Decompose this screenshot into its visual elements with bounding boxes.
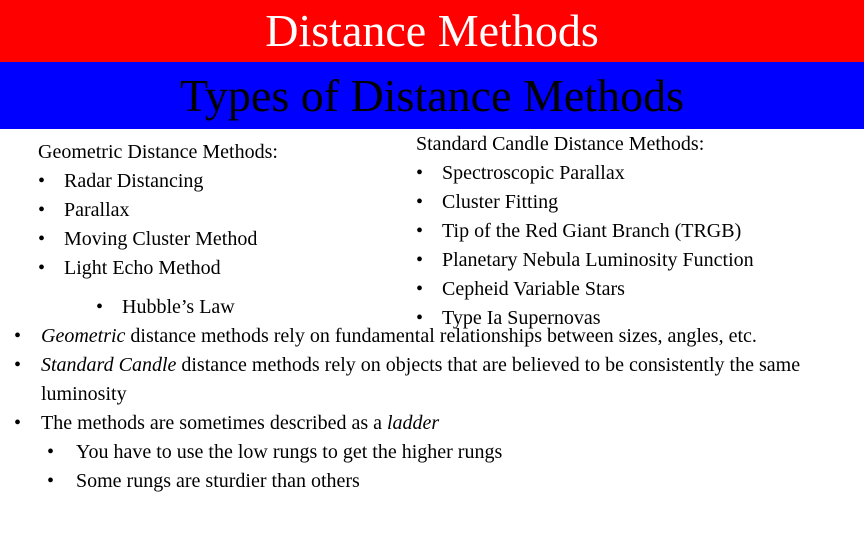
hubble-law-item	[96, 293, 235, 322]
list-item	[38, 225, 278, 254]
bullet-icon: •	[96, 296, 104, 318]
ladder-note	[41, 409, 862, 438]
list-item-label: Planetary Nebula Luminosity Function	[442, 249, 754, 271]
bullet-icon: •	[416, 307, 424, 329]
subtitle-band	[0, 62, 864, 129]
list-item	[14, 409, 862, 438]
title-band	[0, 0, 864, 62]
bullet-icon: •	[38, 228, 46, 250]
list-item	[14, 351, 862, 409]
emphasis-text: ladder	[387, 412, 440, 434]
list-item-label: Light Echo Method	[64, 257, 221, 279]
bullet-icon: •	[38, 257, 46, 279]
sub-list-item	[14, 467, 862, 496]
standard-heading: Standard Candle Distance Methods:	[416, 133, 705, 155]
list-item	[38, 167, 278, 196]
list-item-label: Hubble’s Law	[122, 296, 235, 318]
slide-title: Distance Methods	[265, 5, 599, 56]
bullet-icon: •	[416, 249, 424, 271]
slide-subtitle: Types of Distance Methods	[180, 69, 684, 121]
list-item	[14, 322, 862, 351]
geometric-heading: Geometric Distance Methods:	[38, 141, 278, 163]
bullet-icon: •	[47, 470, 55, 492]
bullet-icon: •	[14, 412, 22, 434]
list-item	[416, 188, 754, 217]
note-text: distance methods rely on fundamental relationships between sizes, angles, etc.	[125, 325, 757, 347]
list-item	[416, 275, 754, 304]
list-item-label: Cepheid Variable Stars	[442, 278, 625, 300]
bullet-icon: •	[14, 325, 22, 347]
bullet-icon: •	[47, 441, 55, 463]
list-item-label: Spectroscopic Parallax	[442, 162, 625, 184]
bullet-icon: •	[38, 170, 46, 192]
bullet-icon: •	[416, 220, 424, 242]
list-item-label: Cluster Fitting	[442, 191, 559, 213]
list-item-label: Tip of the Red Giant Branch (TRGB)	[442, 220, 742, 242]
list-item-label: Radar Distancing	[64, 170, 204, 192]
list-item	[416, 246, 754, 275]
standard-note	[41, 351, 862, 409]
bullet-icon: •	[416, 162, 424, 184]
standard-candle-methods-list	[416, 130, 754, 333]
geometric-note	[41, 322, 862, 351]
list-item-label: Moving Cluster Method	[64, 228, 258, 250]
list-item-label: Type Ia Supernovas	[442, 307, 601, 329]
sub-list-item	[14, 438, 862, 467]
list-item	[38, 254, 278, 283]
list-item	[416, 217, 754, 246]
list-item	[416, 159, 754, 188]
geometric-methods-list	[38, 138, 278, 283]
note-text: Some rungs are sturdier than others	[76, 470, 360, 492]
bullet-icon: •	[416, 191, 424, 213]
emphasis-text: Geometric	[41, 325, 126, 347]
emphasis-text: Standard Candle	[41, 354, 177, 376]
note-text: The methods are sometimes described as a	[41, 412, 387, 434]
bullet-icon: •	[416, 278, 424, 300]
list-item-label: Parallax	[64, 199, 130, 221]
bullet-icon: •	[38, 199, 46, 221]
explanation-list	[14, 322, 862, 496]
note-text: You have to use the low rungs to get the higher rungs	[76, 441, 503, 463]
bullet-icon: •	[14, 354, 22, 376]
note-text: distance methods rely on objects that are believed to be consistently the same luminosity	[41, 354, 801, 405]
list-item	[38, 196, 278, 225]
